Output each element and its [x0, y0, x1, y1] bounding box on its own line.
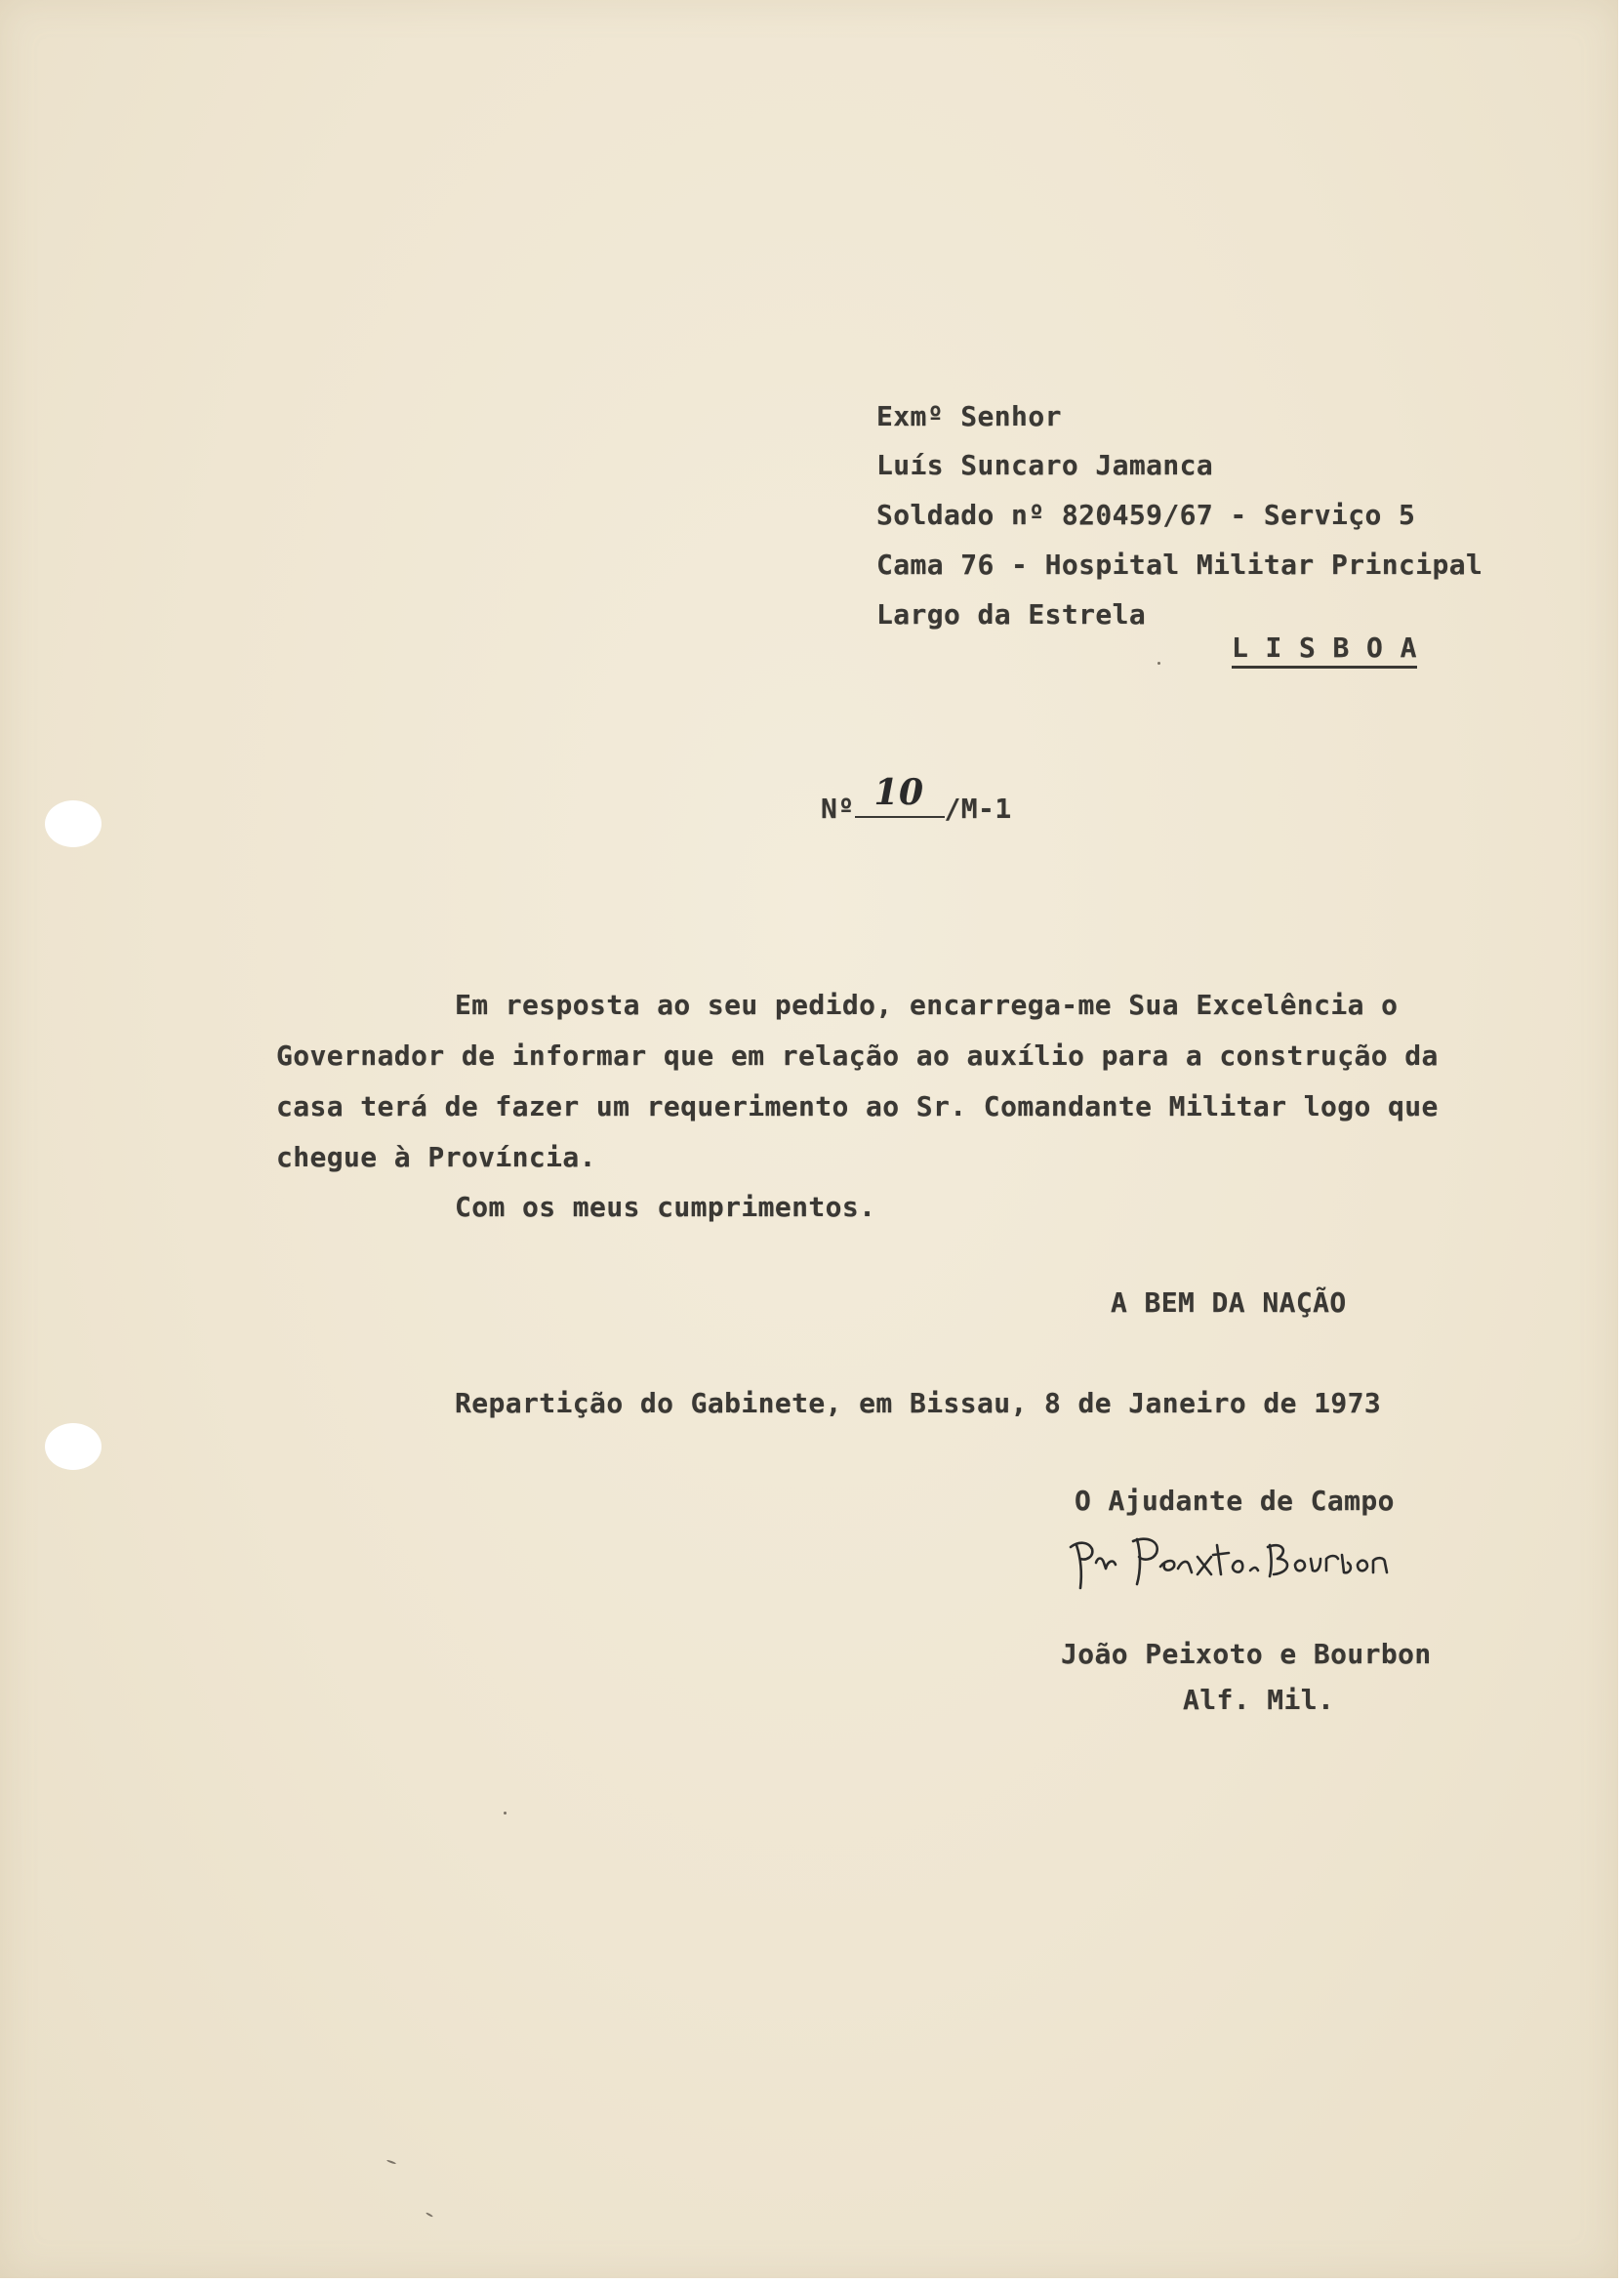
signatory-name: João Peixoto e Bourbon	[1061, 1638, 1432, 1670]
reference-suffix: /M-1	[944, 793, 1012, 825]
signatory-rank: Alf. Mil.	[1183, 1684, 1335, 1716]
paper-speck	[1157, 662, 1160, 665]
address-bed-line: Cama 76 - Hospital Militar Principal	[876, 549, 1483, 581]
body-line-3: casa terá de fazer um requerimento ao Sr. Comandante Militar logo que	[276, 1090, 1439, 1122]
address-salutation: Exmº Senhor	[876, 400, 1062, 432]
signatory-role: O Ajudante de Campo	[1075, 1485, 1395, 1517]
address-soldier-line: Soldado nº 820459/67 - Serviço 5	[876, 499, 1416, 531]
paper-speck	[504, 1812, 507, 1815]
punch-hole-bottom	[45, 1423, 102, 1470]
reference-blank	[855, 772, 945, 818]
motto: A BEM DA NAÇÃO	[1111, 1286, 1347, 1319]
punch-hole-top	[45, 800, 102, 847]
paper-speck	[386, 2159, 396, 2164]
reference-prefix: Nº	[821, 793, 855, 825]
address-name: Luís Suncaro Jamanca	[876, 449, 1214, 481]
address-street: Largo da Estrela	[876, 598, 1147, 631]
body-line-2: Governador de informar que em relação ao auxílio para a construção da	[276, 1040, 1439, 1072]
body-closing: Com os meus cumprimentos.	[455, 1191, 876, 1223]
reference-number-handwritten: 10	[873, 772, 924, 813]
place-and-date: Repartição do Gabinete, em Bissau, 8 de Janeiro de 1973	[455, 1387, 1382, 1419]
body-line-1: Em resposta ao seu pedido, encarrega-me Sua Excelência o	[455, 989, 1399, 1021]
handwritten-signature	[1069, 1528, 1401, 1606]
body-line-4: chegue à Província.	[276, 1141, 596, 1173]
reference-number-line	[753, 767, 1012, 850]
address-city: L I S B O A	[1232, 634, 1417, 669]
paper-speck	[426, 2212, 433, 2218]
